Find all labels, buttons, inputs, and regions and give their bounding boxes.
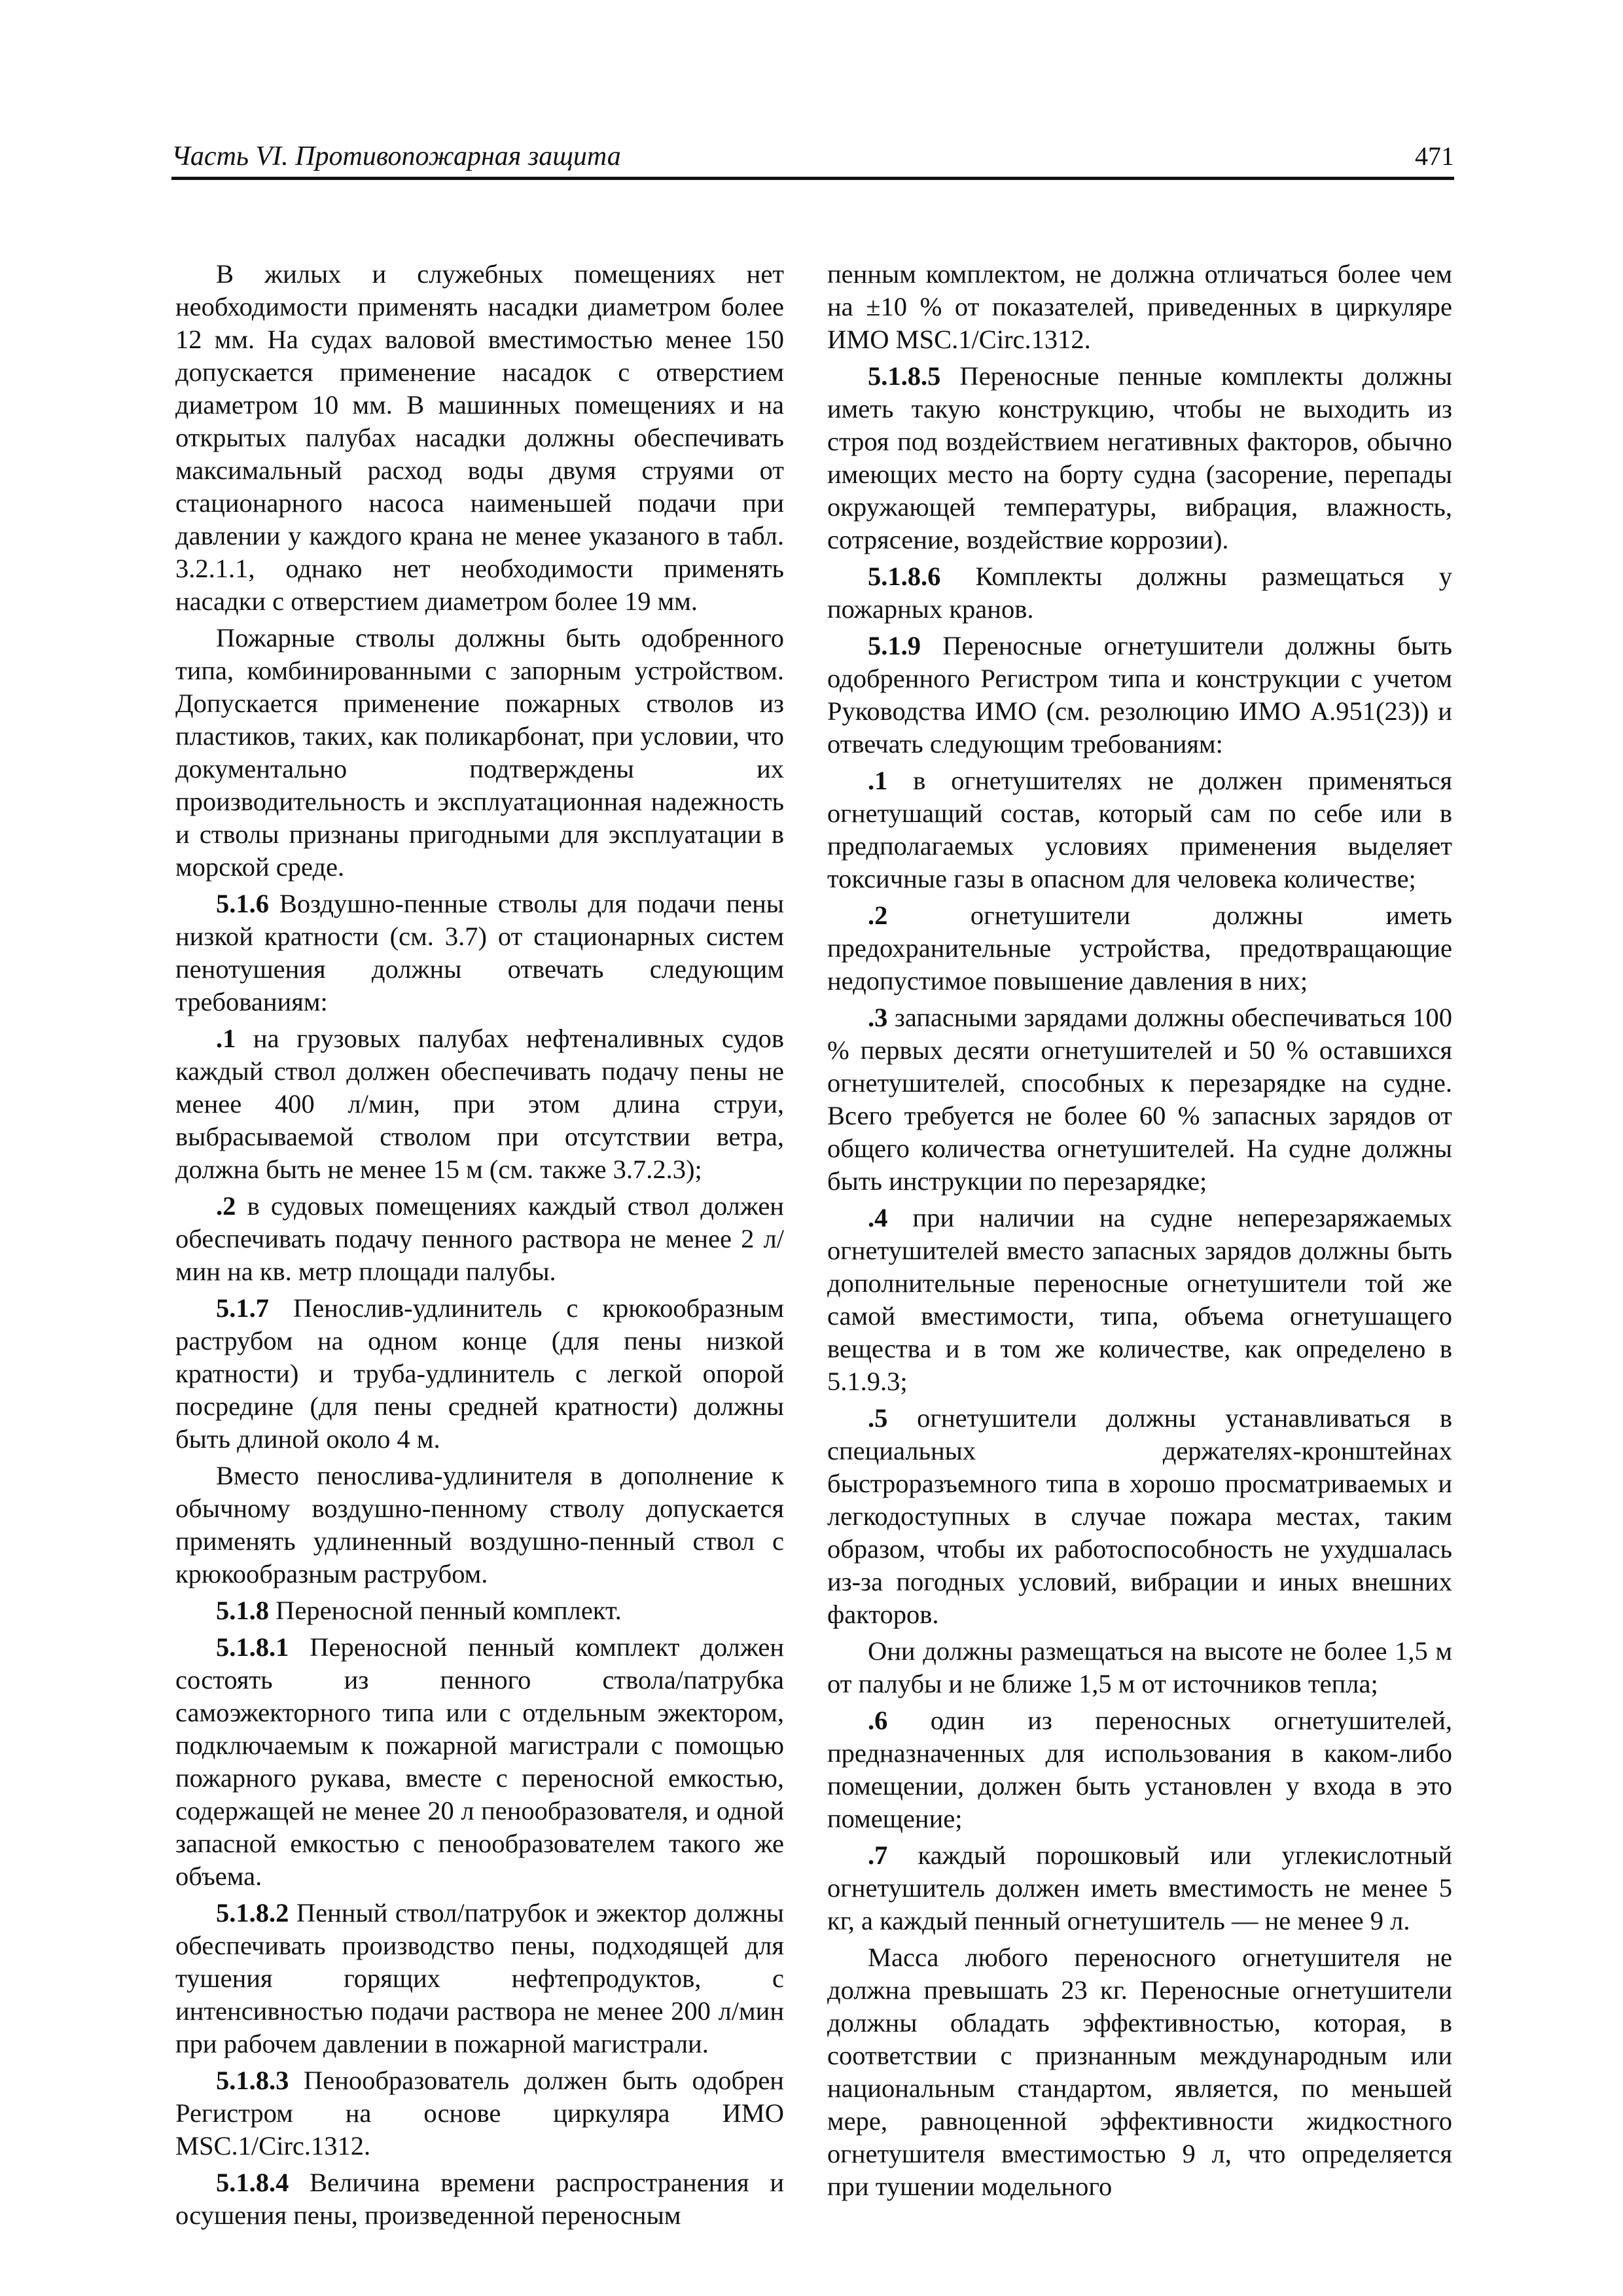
header-title: Часть VI. Противопожарная защита: [171, 141, 621, 171]
paragraph: 5.1.6 Воздушно-пенные стволы для подачи пены низкой кратности (см. 3.7) от стационарных систем пенотушения должны отвечать следующим требованиям:: [175, 889, 784, 1016]
paragraph: .1 в огнетушителях не должен применяться огнетушащий состав, который сам по себе или в предполагаемых условиях применения выделяет токсичные газы в опасном для человека количестве;: [827, 766, 1452, 893]
paragraph: В жилых и служебных помещениях нет необходимости применять насадки диаметром более 12 мм. На судах валовой вместимостью менее 150 допускается применение насадок с отверстием диаметром 10 мм. В машинных помещениях и на открытых палубах насадки должны обеспечивать максимальный расход воды двумя струями от стационарного насоса наименьшей подачи при давлении у каждого крана не менее указаного в табл. 3.2.1.1, однако нет необходимости применять насадки с отверстием диаметром более 19 мм.: [175, 259, 784, 616]
left-column: [175, 258, 784, 2236]
paragraph: 5.1.8.4 Величина времени распространения и осушения пены, произведенной переносным: [175, 2168, 784, 2230]
paragraph: 5.1.8.3 Пенообразователь должен быть одобрен Регистром на основе циркуляра ИМО MSC.1/Circ.1312.: [175, 2066, 784, 2161]
paragraph: .6 один из переносных огнетушителей, предназначенных для использования в каком-либо помещении, должен быть установлен у входа в это помещение;: [827, 1706, 1452, 1833]
paragraph: Пожарные стволы должны быть одобренного типа, комбинированными с запорным устройством. Допускается применение пожарных стволов из пластиков, таких, как поликарбонат, при условии, что документально подтверждены их производительность и эксплуатационная надежность и стволы признаны пригодными для эксплуатации в морской среде.: [175, 623, 784, 882]
paragraph: 5.1.8.1 Переносной пенный комплект должен состоять из пенного ствола/патрубка самоэжекторного типа или с отдельным эжектором, подключаемым к пожарной магистрали с помощью пожарного рукава, вместе с переносной емкостью, содержащей не менее 20 л пенообразователя, и одной запасной емкостью с пенообразователем такого же объема.: [175, 1632, 784, 1891]
paragraph: Масса любого переносного огнетушителя не должна превышать 23 кг. Переносные огнетушители должны обладать эффективностью, которая, в соответствии с признанным международным или национальным стандартом, является, по меньшей мере, равноценной эффективности жидкостного огнетушителя вместимостью 9 л, что определяется при тушении модельного: [827, 1943, 1452, 2201]
paragraph: .2 в судовых помещениях каждый ствол должен обеспечивать подачу пенного раствора не менее 2 л/мин на кв. метр площади палубы.: [175, 1191, 784, 1286]
paragraph: .4 при наличии на судне неперезаряжаемых огнетушителей вместо запасных зарядов должны быть дополнительные переносные огнетушители той же самой вместимости, типа, объема огнетушащего вещества и в том же количестве, как определено в 5.1.9.3;: [827, 1203, 1452, 1396]
paragraph: .1 на грузовых палубах нефтеналивных судов каждый ствол должен обеспечивать подачу пены не менее 400 л/мин, при этом длина струи, выбрасываемой стволом при отсутствии ветра, должна быть не менее 15 м (см. также 3.7.2.3);: [175, 1024, 784, 1184]
paragraph: 5.1.8.5 Переносные пенные комплекты должны иметь такую конструкцию, чтобы не выходить из строя под воздействием негативных факторов, обычно имеющих место на борту судна (засорение, перепады окружающей температуры, вибрация, влажность, сотрясение, воздействие коррозии).: [827, 361, 1452, 554]
paragraph: 5.1.8 Переносной пенный комплект.: [216, 1596, 622, 1625]
paragraph: .7 каждый порошковый или углекислотный огнетушитель должен иметь вместимость не менее 5 кг, а каждый пенный огнетушитель — не менее 9 л.: [827, 1840, 1452, 1935]
page-number: 471: [1415, 141, 1454, 171]
paragraph: 5.1.8.6 Комплекты должны размещаться у пожарных кранов.: [827, 562, 1452, 624]
paragraph: .5 огнетушители должны устанавливаться в специальных держателях-кронштейнах быстроразъемного типа в хорошо просматриваемых и легкодоступных в случае пожара местах, таким образом, чтобы их работоспособность не ухудшалась из-за погодных условий, вибрации и иных внешних факторов.: [827, 1403, 1452, 1629]
paragraph: .3 запасными зарядами должны обеспечиваться 100 % первых десяти огнетушителей и 50 % оставшихся огнетушителей, способных к перезарядке на судне. Всего требуется не более 60 % запасных зарядов от общего количества огнетушителей. На судне должны быть инструкции по перезарядке;: [827, 1003, 1452, 1196]
paragraph: 5.1.8.2 Пенный ствол/патрубок и эжектор должны обеспечивать производство пены, подходящей для тушения горящих нефтепродуктов, с интенсивностью подачи раствора не менее 200 л/мин при рабочем давлении в пожарной магистрали.: [175, 1898, 784, 2058]
paragraph: пенным комплектом, не должна отличаться более чем на ±10 % от показателей, приведенных в циркуляре ИМО MSC.1/Circ.1312.: [827, 259, 1452, 354]
paragraph: Они должны размещаться на высоте не более 1,5 м от палубы и не ближе 1,5 м от источников тепла;: [827, 1636, 1452, 1698]
right-column: [827, 258, 1452, 2207]
paragraph: 5.1.7 Пенослив-удлинитель с крюкообразным раструбом на одном конце (для пены низкой кратности) и труба-удлинитель с легкой опорой посредине (для пены средней кратности) должны быть длиной около 4 м.: [175, 1293, 784, 1454]
paragraph: Вместо пенослива-удлинителя в дополнение к обычному воздушно-пенному стволу допускается применять удлиненный воздушно-пенный ствол с крюкообразным раструбом.: [175, 1461, 784, 1588]
paragraph: .2 огнетушители должны иметь предохранительные устройства, предотвращающие недопустимое повышение давления в них;: [827, 901, 1452, 996]
paragraph: 5.1.9 Переносные огнетушители должны быть одобренного Регистром типа и конструкции с учетом Руководства ИМО (см. резолюцию ИМО А.951(23)) и отвечать следующим требованиям:: [827, 631, 1452, 759]
running-header: [171, 139, 1454, 180]
